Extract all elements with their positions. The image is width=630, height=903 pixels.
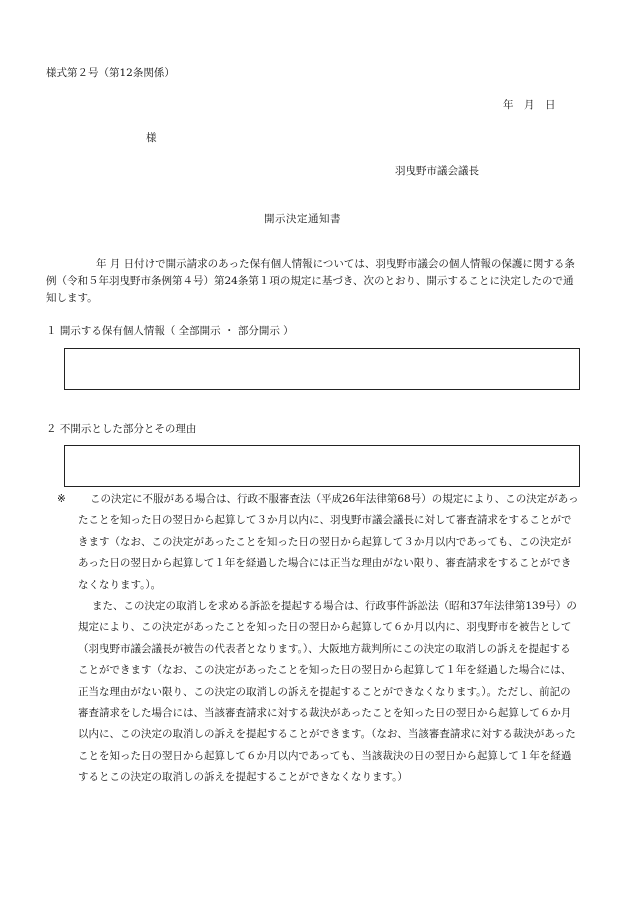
section-2-heading: ２ 不開示とした部分とその理由 xyxy=(46,423,197,435)
addressee-suffix: 様 xyxy=(146,132,157,144)
section-1-input-box[interactable] xyxy=(64,348,580,390)
note-paragraph-review: この決定に不服がある場合は、行政不服審査法（平成26年法律第68号）の規定により、この決定があったことを知った日の翌日から起算して３か月以内に、羽曳野市議会議長に対して審査請求をすることができます（なお、この決定があったことを知った日の翌日から起算して３か月以内であっても、この決定があった日の翌日から起算して１年を経過した場合には正当な理由がない限り、審査請求をすることができなくなります。）。 xyxy=(78,493,579,591)
section-1-heading: １ 開示する保有個人情報（ 全部開示 ・ 部分開示 ） xyxy=(46,325,294,337)
note-mark: ※ xyxy=(57,493,66,505)
note-paragraph-lawsuit: また、この決定の取消しを求める訴訟を提起する場合は、行政事件訴訟法（昭和37年法律第139号）の規定により、この決定があったことを知った日の翌日から起算して６か月以内に、羽曳野市を被告として（羽曳野市議会議長が被告の代表者となります。）、大阪地方裁判所にこの決定の取消しの訴えを提起することができます（なお、この決定があったことを知った日の翌日から起算して１年を経過した場合には、正当な理由がない限り、この決定の取消しの訴えを提起することができなくなります。）。ただし、前記の審査請求をした場合には、当該審査請求に対する裁決があったことを知った日の翌日から起算して６か月以内に、この決定の取消しの訴えを提起することができます。（なお、当該審査請求に対する裁決があったことを知った日の翌日から起算して６か月以内であっても、当該裁決の日の翌日から起算して１年を経過するとこの決定の取消しの訴えを提起することができなくなります。） xyxy=(78,600,577,784)
intro-paragraph: 年 月 日付けで開示請求のあった保有個人情報については、羽曳野市議会の個人情報の保護に関する条例（令和５年羽曳野市条例第４号）第24条第１項の規定に基づき、次のとおり、開示することに決定したので通知します。 xyxy=(46,258,575,304)
document-title: 開示決定通知書 xyxy=(264,213,341,225)
appeal-note xyxy=(57,489,581,789)
issuer-name: 羽曳野市議会議長 xyxy=(395,165,479,177)
section-2-input-box[interactable] xyxy=(64,445,580,487)
date-line: 年 月 日 xyxy=(503,99,556,111)
form-number: 様式第２号（第12条関係） xyxy=(46,67,175,79)
